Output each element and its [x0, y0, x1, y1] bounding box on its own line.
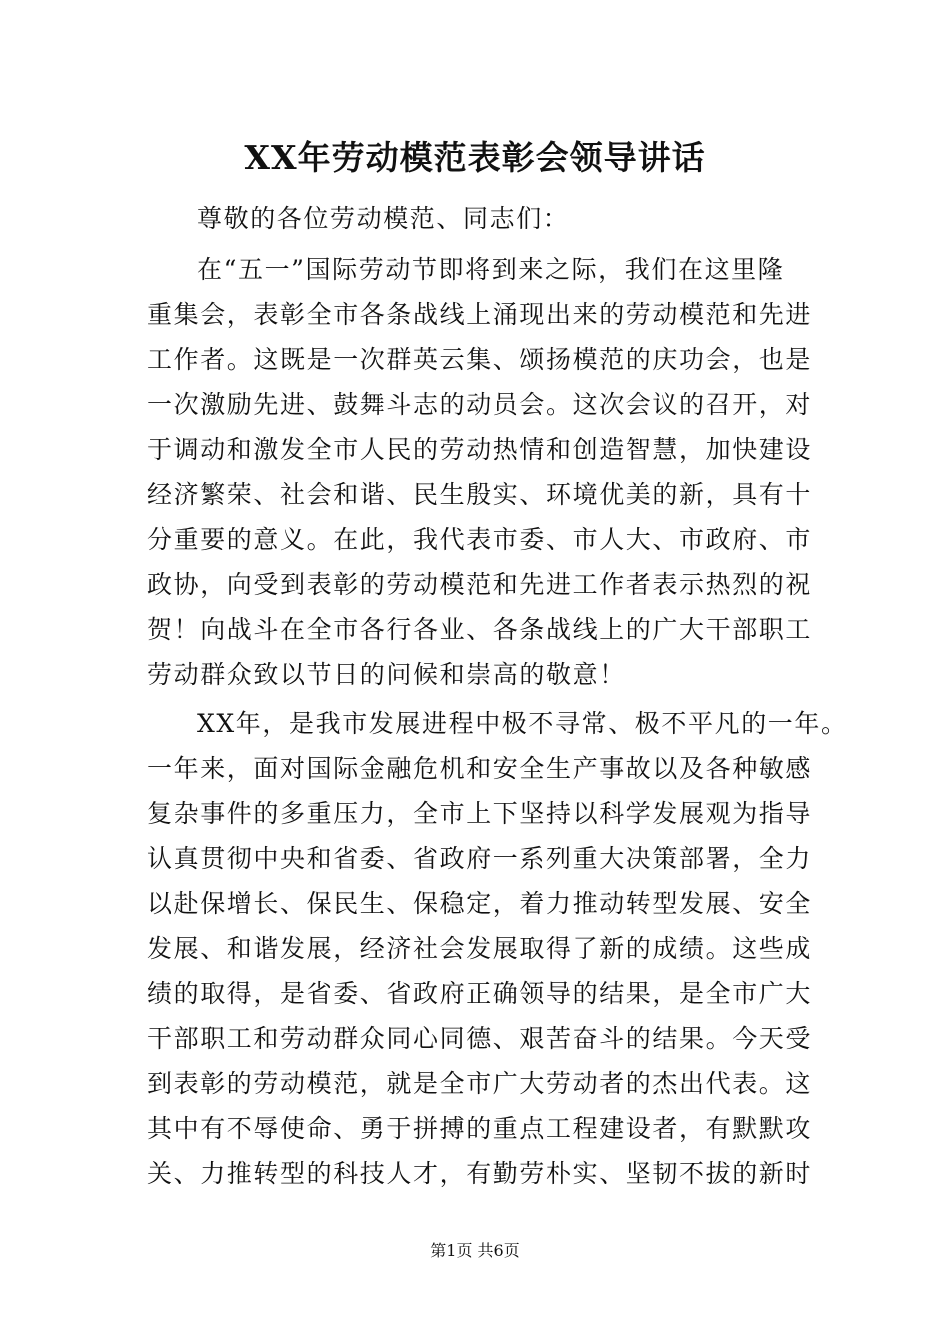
paragraph-1-line-2: 重集会，表彰全市各条战线上涌现出来的劳动模范和先进 [147, 300, 813, 329]
paragraph-2-line-7: 绩的取得，是省委、省政府正确领导的结果，是全市广大 [147, 979, 813, 1008]
document-title: XX年劳动模范表彰会领导讲话 [244, 138, 706, 177]
paragraph-1-line-8: 政协，向受到表彰的劳动模范和先进工作者表示热烈的祝 [147, 570, 813, 599]
page-number-footer: 第1页 共6页 [430, 1241, 520, 1260]
paragraph-2-line-4: 认真贯彻中央和省委、省政府一系列重大决策部署，全力 [147, 844, 813, 873]
paragraph-2-line-9: 到表彰的劳动模范，就是全市广大劳动者的杰出代表。这 [147, 1069, 813, 1098]
paragraph-1-line-6: 经济繁荣、社会和谐、民生殷实、环境优美的新，具有十 [147, 480, 813, 509]
paragraph-1-line-9: 贺！向战斗在全市各行各业、各条战线上的广大干部职工 [147, 615, 813, 644]
paragraph-2-line-3: 复杂事件的多重压力，全市上下坚持以科学发展观为指导 [147, 799, 813, 828]
paragraph-2-line-2: 一年来，面对国际金融危机和安全生产事故以及各种敏感 [147, 754, 813, 783]
paragraph-2-line-6: 发展、和谐发展，经济社会发展取得了新的成绩。这些成 [147, 934, 813, 963]
paragraph-2-line-11: 关、力推转型的科技人才，有勤劳朴实、坚韧不拔的新时 [147, 1159, 813, 1188]
salutation-line: 尊敬的各位劳动模范、同志们： [197, 204, 570, 233]
paragraph-2-line-5: 以赴保增长、保民生、保稳定，着力推动转型发展、安全 [147, 889, 813, 918]
paragraph-1-line-3: 工作者。这既是一次群英云集、颂扬模范的庆功会，也是 [147, 345, 813, 374]
paragraph-2-line-8: 干部职工和劳动群众同心同德、艰苦奋斗的结果。今天受 [147, 1024, 813, 1053]
paragraph-2-line-10: 其中有不辱使命、勇于拼搏的重点工程建设者，有默默攻 [147, 1114, 813, 1143]
paragraph-1-line-4: 一次激励先进、鼓舞斗志的动员会。这次会议的召开，对 [147, 390, 813, 419]
paragraph-1-line-5: 于调动和激发全市人民的劳动热情和创造智慧，加快建设 [147, 435, 813, 464]
paragraph-1-line-7: 分重要的意义。在此，我代表市委、市人大、市政府、市 [147, 525, 813, 554]
paragraph-1-line-1: 在“五一”国际劳动节即将到来之际，我们在这里隆 [197, 255, 785, 284]
paragraph-2-line-1: XX年，是我市发展进程中极不寻常、极不平凡的一年。 [197, 709, 848, 738]
paragraph-1-line-10: 劳动群众致以节日的问候和崇高的敬意！ [147, 660, 626, 689]
